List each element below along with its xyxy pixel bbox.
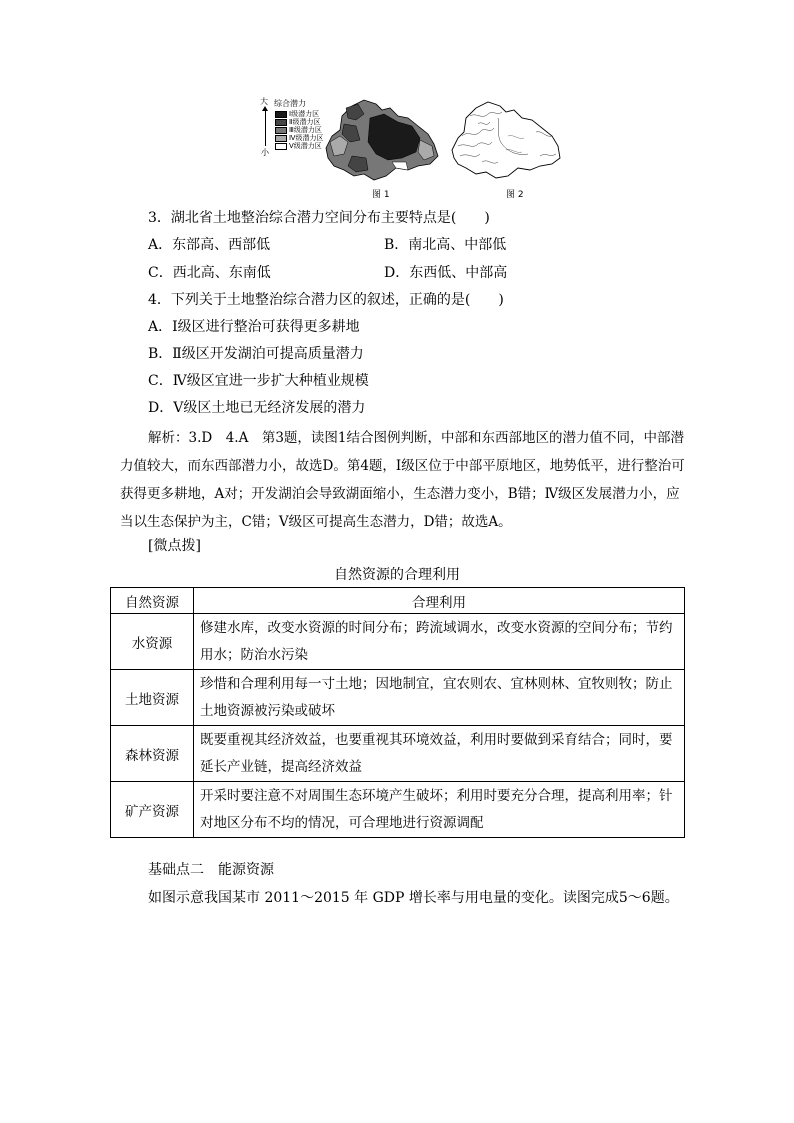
table-cell-resource: 水资源 (111, 614, 194, 670)
question-4-stem: 4．下列关于土地整治综合潜力区的叙述，正确的是( ) (148, 292, 504, 308)
legend-large-label: 大 (260, 97, 268, 106)
question-4-option-a: A．Ⅰ级区进行整治可获得更多耕地 (148, 319, 360, 335)
question-3-option-b: B．南北高、中部低 (384, 237, 507, 253)
figure-caption-2: 图 2 (506, 190, 524, 200)
section-intro: 如图示意我国某市 2011～2015 年 GDP 增长率与用电量的变化。读图完成5～6题。 (148, 890, 679, 906)
legend-title: 综合潜力 (274, 99, 306, 108)
question-4-option-b: B．Ⅱ级区开发湖泊可提高质量潜力 (148, 346, 364, 362)
analysis-text: 解析：3.D 4.A 第3题，读图1结合图例判断，中部和东西部地区的潜力值不同，中部潜力值较大，而东西部潜力小，故选D。第4题，Ⅰ级区位于中部平原地区，地势低平，进行整治可获得更多耕地，A对；开发湖泊会导致湖面缩小，生态潜力变小，B错；Ⅳ级区发展潜力小，应当以生态保护为主，C错；Ⅴ级区可提高生态潜力，D错；故选A。 (120, 430, 685, 530)
question-4-option-d: D．Ⅴ级区土地已无经济发展的潜力 (148, 400, 366, 416)
question-4-option-c: C．Ⅳ级区宜进一步扩大种植业规模 (148, 373, 369, 389)
legend-arrow-head (262, 106, 268, 111)
table-cell-usage: 修建水库，改变水资源的时间分布；跨流域调水，改变水资源的空间分布；节约用水；防治水污染 (194, 614, 685, 670)
legend-small-label: 小 (261, 148, 269, 157)
legend-item-1: Ⅰ级潜力区 (275, 110, 319, 118)
map-hubei-terrain (448, 96, 563, 182)
table-row (111, 782, 685, 838)
section-heading: 基础点二 能源资源 (148, 862, 274, 878)
legend-item-5: Ⅴ级潜力区 (275, 142, 322, 150)
question-3-stem: 3．湖北省土地整治综合潜力空间分布主要特点是( ) (148, 210, 490, 226)
legend-item-2: Ⅱ级潜力区 (275, 118, 320, 126)
question-3-option-a: A．东部高、西部低 (148, 237, 271, 253)
question-3-option-d: D．东西低、中部高 (384, 265, 508, 281)
table-row (111, 614, 685, 670)
table-title: 自然资源的合理利用 (334, 567, 460, 583)
table-cell-usage: 既要重视其经济效益，也要重视其环境效益，利用时要做到采育结合；同时，要延长产业链，提高经济效益 (194, 726, 685, 782)
table-row (111, 726, 685, 782)
table-header-usage: 合理利用 (194, 588, 685, 614)
table-cell-usage: 开采时要注意不对周围生态环境产生破坏；利用时要充分合理，提高利用率；针对地区分布不均的情况，可合理地进行资源调配 (194, 782, 685, 838)
analysis-paragraph (120, 424, 685, 536)
table-cell-resource: 土地资源 (111, 670, 194, 726)
resource-table (110, 587, 685, 838)
table-header-row (111, 588, 685, 614)
table-header-resource: 自然资源 (111, 588, 194, 614)
legend-arrow (265, 108, 266, 146)
table-row (111, 670, 685, 726)
legend-item-3: Ⅲ级潜力区 (275, 126, 322, 134)
table-cell-resource: 矿产资源 (111, 782, 194, 838)
table-cell-resource: 森林资源 (111, 726, 194, 782)
figure-caption-1: 图 1 (372, 190, 390, 200)
map-hubei-potential (322, 96, 442, 184)
legend-item-4: Ⅳ级潜力区 (275, 134, 323, 142)
question-3-option-c: C．西北高、东南低 (148, 265, 271, 281)
table-cell-usage: 珍惜和合理利用每一寸土地；因地制宜，宜农则农、宜林则林、宜牧则牧；防止土地资源被污染或破坏 (194, 670, 685, 726)
tip-label: [微点拨] (148, 538, 201, 554)
